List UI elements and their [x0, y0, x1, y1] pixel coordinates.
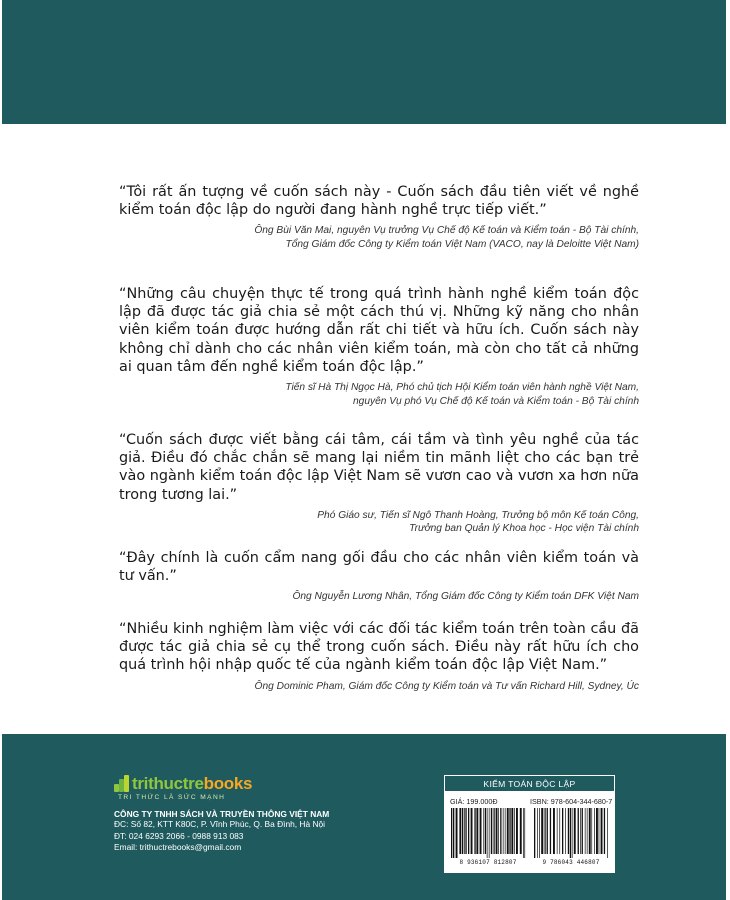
attribution-line: Phó Giáo sư, Tiến sĩ Ngô Thanh Hoàng, Trưởng bộ môn Kế toán Công,	[317, 509, 639, 521]
barcode-bar	[596, 808, 598, 854]
barcode-bar	[537, 808, 538, 858]
barcode-bar	[483, 808, 484, 854]
barcode-bar	[493, 808, 494, 854]
attribution-line: Ông Bùi Văn Mai, nguyên Vụ trưởng Vụ Chế độ Kế toán và Kiểm toán - Bộ Tài chính,	[254, 225, 639, 237]
quote-4	[119, 549, 639, 604]
barcode-bar	[565, 808, 566, 854]
barcode-bar	[514, 808, 515, 854]
barcode-bar	[582, 808, 583, 854]
top-color-band	[2, 0, 726, 124]
barcode-bar	[550, 808, 551, 854]
publisher-logo	[114, 771, 414, 793]
attribution-line: Tiến sĩ Hà Thị Ngọc Hà, Phó chủ tịch Hội Kiểm toán viên hành nghề Việt Nam,	[285, 382, 639, 394]
barcode-bar	[496, 808, 498, 854]
quote-text: “Tôi rất ấn tượng về cuốn sách này - Cuốn sách đầu tiên viết về nghề kiểm toán độc lập do người đang hành nghề trực tiếp viết.”	[119, 184, 639, 219]
barcode-bar	[601, 808, 603, 854]
quote-1	[119, 183, 639, 252]
barcode-bar	[523, 808, 524, 858]
books-stack-icon	[114, 775, 130, 793]
barcode-bar	[557, 808, 558, 854]
barcode-bar	[589, 808, 591, 854]
book-title-label: KIỂM TOÁN ĐỘC LẬP	[444, 775, 615, 792]
barcode-bars	[449, 808, 527, 858]
barcode-bar	[539, 808, 540, 858]
barcode-bar	[559, 808, 560, 854]
barcode-bar	[570, 808, 571, 858]
barcode-bar	[568, 808, 569, 854]
barcode-bar	[547, 808, 548, 854]
quote-attribution	[119, 590, 639, 604]
attribution-line: Trưởng ban Quản lý Khoa học - Học viện Tài chính	[409, 523, 639, 535]
barcode-bar	[574, 808, 576, 854]
quote-2	[119, 285, 639, 408]
barcode-bar	[498, 808, 499, 854]
barcode-bar	[545, 808, 546, 854]
quote-text: “Đây chính là cuốn cẩm nang gối đầu cho các nhân viên kiểm toán và tư vấn.”	[119, 550, 639, 585]
barcode-bar	[487, 808, 488, 858]
barcode-right-digits: 9 786043 446807	[542, 859, 600, 866]
quote-attribution	[119, 381, 639, 408]
barcode-bar	[604, 808, 605, 854]
barcode-bar	[464, 808, 465, 854]
barcode-bar	[562, 808, 563, 854]
barcode-bar	[599, 808, 600, 854]
price-label: GIÁ: 199.000Đ	[450, 797, 498, 806]
barcode-bar	[491, 808, 492, 854]
barcode-bar	[580, 808, 581, 854]
publisher-address: ĐC: Số 82, KTT K80C, P. Vĩnh Phúc, Q. Ba Đình, Hà Nội	[114, 819, 326, 829]
logo-wordmark	[132, 775, 252, 793]
barcode-bar	[511, 808, 513, 854]
barcode-bar	[505, 808, 506, 854]
barcode-bar	[468, 808, 469, 854]
barcode-bar	[607, 808, 608, 858]
barcode-bar	[480, 808, 482, 854]
barcode-bar	[456, 808, 458, 858]
barcode-bar	[462, 808, 463, 854]
barcode-bar	[494, 808, 495, 854]
publisher-block	[114, 771, 414, 854]
quote-5	[119, 620, 639, 693]
quote-text: “Cuốn sách được viết bằng cái tâm, cái tầm và tình yêu nghề của tác giả. Điều đó chắc chắn sẽ mang lại niềm tin mãnh liệt cho các bạn trẻ vào ngành kiểm toán độc lập Việt Nam sẽ vươn cao và vươn xa hơn nữa trong tương lai.”	[119, 432, 639, 503]
barcode-bar	[459, 808, 461, 854]
attribution-line: nguyên Vụ phó Vụ Chế độ Kế toán và Kiểm toán - Bộ Tài chính	[352, 395, 639, 407]
book-back-cover	[2, 0, 726, 900]
barcode-bar	[587, 808, 588, 854]
barcode-bar	[489, 808, 490, 858]
price-isbn-box	[444, 775, 615, 873]
barcode-bar	[578, 808, 579, 854]
barcode-bar	[585, 808, 586, 854]
barcode-right	[532, 808, 610, 868]
logo-wordmark-part2: books	[203, 774, 253, 793]
attribution-line: Tổng Giám đốc Công ty Kiểm toán Việt Nam (VACO, nay là Deloitte Việt Nam)	[285, 239, 639, 250]
quote-attribution	[119, 509, 639, 536]
barcode-bar	[520, 808, 522, 854]
attribution-line: Ông Nguyễn Lương Nhân, Tổng Giám đốc Công ty Kiểm toán DFK Việt Nam	[292, 591, 639, 603]
barcode-bar	[500, 808, 501, 854]
barcode-bar	[471, 808, 473, 854]
publisher-tagline: TRI THỨC LÀ SỨC MẠNH	[118, 794, 226, 801]
barcode-bar	[591, 808, 592, 854]
barcode-bar	[451, 808, 452, 858]
isbn-label: ISBN: 978-604-344-680-7	[530, 797, 613, 806]
logo-wordmark-part1: trithuctre	[132, 774, 204, 793]
barcode-bar	[572, 808, 573, 858]
barcode-bar	[453, 808, 454, 858]
barcode-left-digits: 8 936107 812807	[459, 859, 517, 866]
quote-3	[119, 431, 639, 536]
quote-text: “Nhiều kinh nghiệm làm việc với các đối tác kiểm toán trên toàn cầu đã được tác giả chia sẻ cụ thể trong cuốn sách. Điều này rất hữu ích cho quá trình hội nhập quốc tế của ngành kiểm toán độc lập Việt Nam.”	[119, 621, 639, 674]
barcode-bar	[507, 808, 509, 854]
barcode-bar	[465, 808, 466, 854]
barcode-bar	[509, 808, 510, 854]
barcode-bar	[503, 808, 504, 854]
barcode-bars	[532, 808, 610, 858]
barcode-bar	[485, 808, 486, 854]
attribution-line: Ông Dominic Pham, Giám đốc Công ty Kiểm toán và Tư vấn Richard Hill, Sydney, Úc	[254, 680, 639, 692]
barcode-bar	[544, 808, 545, 854]
barcode-bar	[553, 808, 555, 854]
barcode-bar	[476, 808, 478, 854]
barcode-bar	[534, 808, 535, 858]
quote-text: “Những câu chuyện thực tế trong quá trình hành nghề kiểm toán độc lập đã được tác giả chia sẻ một cách thú vị. Những kỹ năng cho nhân viên kiểm toán được hướng dẫn rất chi tiết và hữu ích. Cuốn sách này không chỉ dành cho các nhân viên kiểm toán, mà còn cho tất cả những ai quan tâm đến nghề kiểm toán độc lập.”	[119, 286, 639, 375]
publisher-email: Email: trithuctrebooks@gmail.com	[114, 842, 242, 853]
quote-attribution	[119, 224, 639, 251]
barcode-bar	[516, 808, 518, 854]
barcode-left	[449, 808, 527, 868]
barcode-bar	[474, 808, 475, 854]
publisher-phone: ĐT: 024 6293 2066 - 0988 913 083	[114, 830, 244, 841]
barcode-bar	[594, 808, 595, 854]
quote-attribution	[119, 680, 639, 694]
barcode-bar	[524, 808, 525, 858]
publisher-company: CÔNG TY TNHH SÁCH VÀ TRUYỀN THÔNG VIỆT NAM	[114, 809, 330, 819]
barcode-bar	[541, 808, 543, 854]
